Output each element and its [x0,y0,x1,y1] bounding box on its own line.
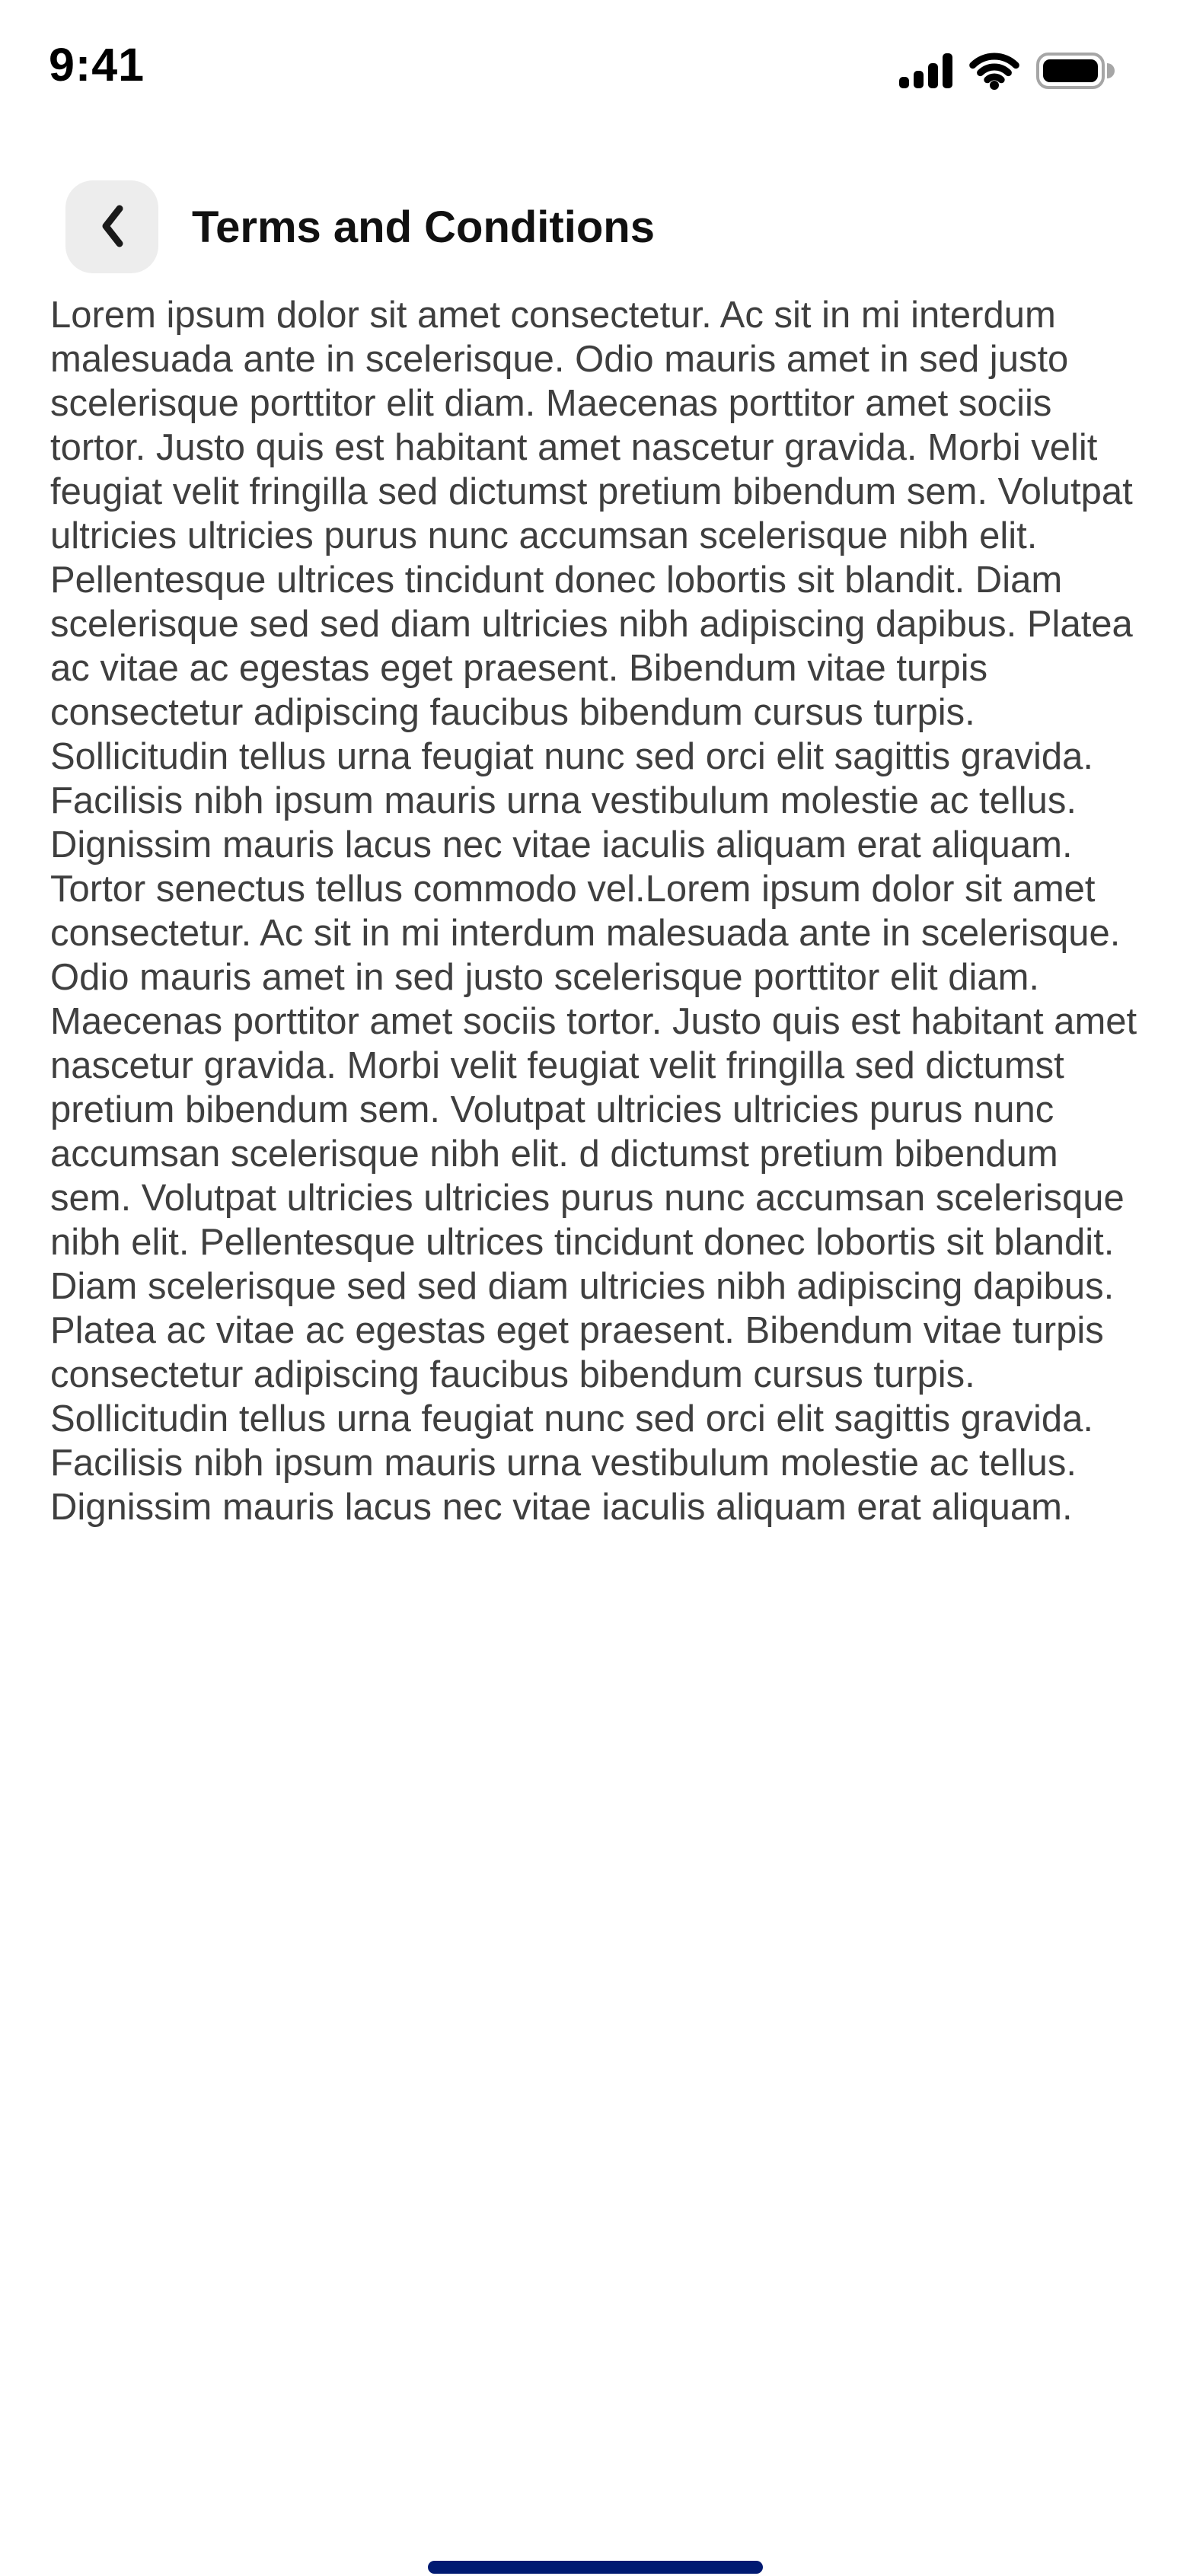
back-button[interactable] [65,180,158,273]
chevron-left-icon [98,203,126,251]
status-bar [0,0,1190,129]
wifi-icon [968,52,1020,90]
status-time: 9:41 [49,39,145,91]
nav-bar [65,180,1141,273]
content-area [50,293,1143,1529]
cellular-signal-icon [899,53,952,88]
status-icons [899,52,1115,90]
terms-body-text: Lorem ipsum dolor sit amet consectetur. Ac sit in mi interdum malesuada ante in scelerisque. Odio mauris amet in sed justo scelerisque porttitor elit diam. Maecenas porttitor amet sociis tortor. Justo quis est habitant amet nascetur gravida. Morbi velit feugiat velit fringilla sed dictumst pretium bibendum sem. Volutpat ultricies ultricies purus nunc accumsan scelerisque nibh elit. Pellentesque ultrices tincidunt donec lobortis sit blandit. Diam scelerisque sed sed diam ultricies nibh adipiscing dapibus. Platea ac vitae ac egestas eget praesent. Bibendum vitae turpis consectetur adipiscing faucibus bibendum cursus turpis. Sollicitudin tellus urna feugiat nunc sed orci elit sagittis gravida. Facilisis nibh ipsum mauris urna vestibulum molestie ac tellus. Dignissim mauris lacus nec vitae iaculis aliquam erat aliquam. Tortor senectus tellus commodo vel.Lorem ipsum dolor sit amet consectetur. Ac sit in mi interdum malesuada ante in scelerisque. Odio mauris amet in sed justo scelerisque porttitor elit diam. Maecenas porttitor amet sociis tortor. Justo quis est habitant amet nascetur gravida. Morbi velit feugiat velit fringilla sed dictumst pretium bibendum sem. Volutpat ultricies ultricies purus nunc accumsan scelerisque nibh elit. d dictumst pretium bibendum sem. Volutpat ultricies ultricies purus nunc accumsan scelerisque nibh elit. Pellentesque ultrices tincidunt donec lobortis sit blandit. Diam scelerisque sed sed diam ultricies nibh adipiscing dapibus. Platea ac vitae ac egestas eget praesent. Bibendum vitae turpis consectetur adipiscing faucibus bibendum cursus turpis. Sollicitudin tellus urna feugiat nunc sed orci elit sagittis gravida. Facilisis nibh ipsum mauris urna vestibulum molestie ac tellus. Dignissim mauris lacus nec vitae iaculis aliquam erat aliquam. [50,295,1137,1528]
page-title: Terms and Conditions [192,202,655,252]
home-indicator[interactable] [428,2561,763,2574]
battery-icon [1036,53,1115,89]
